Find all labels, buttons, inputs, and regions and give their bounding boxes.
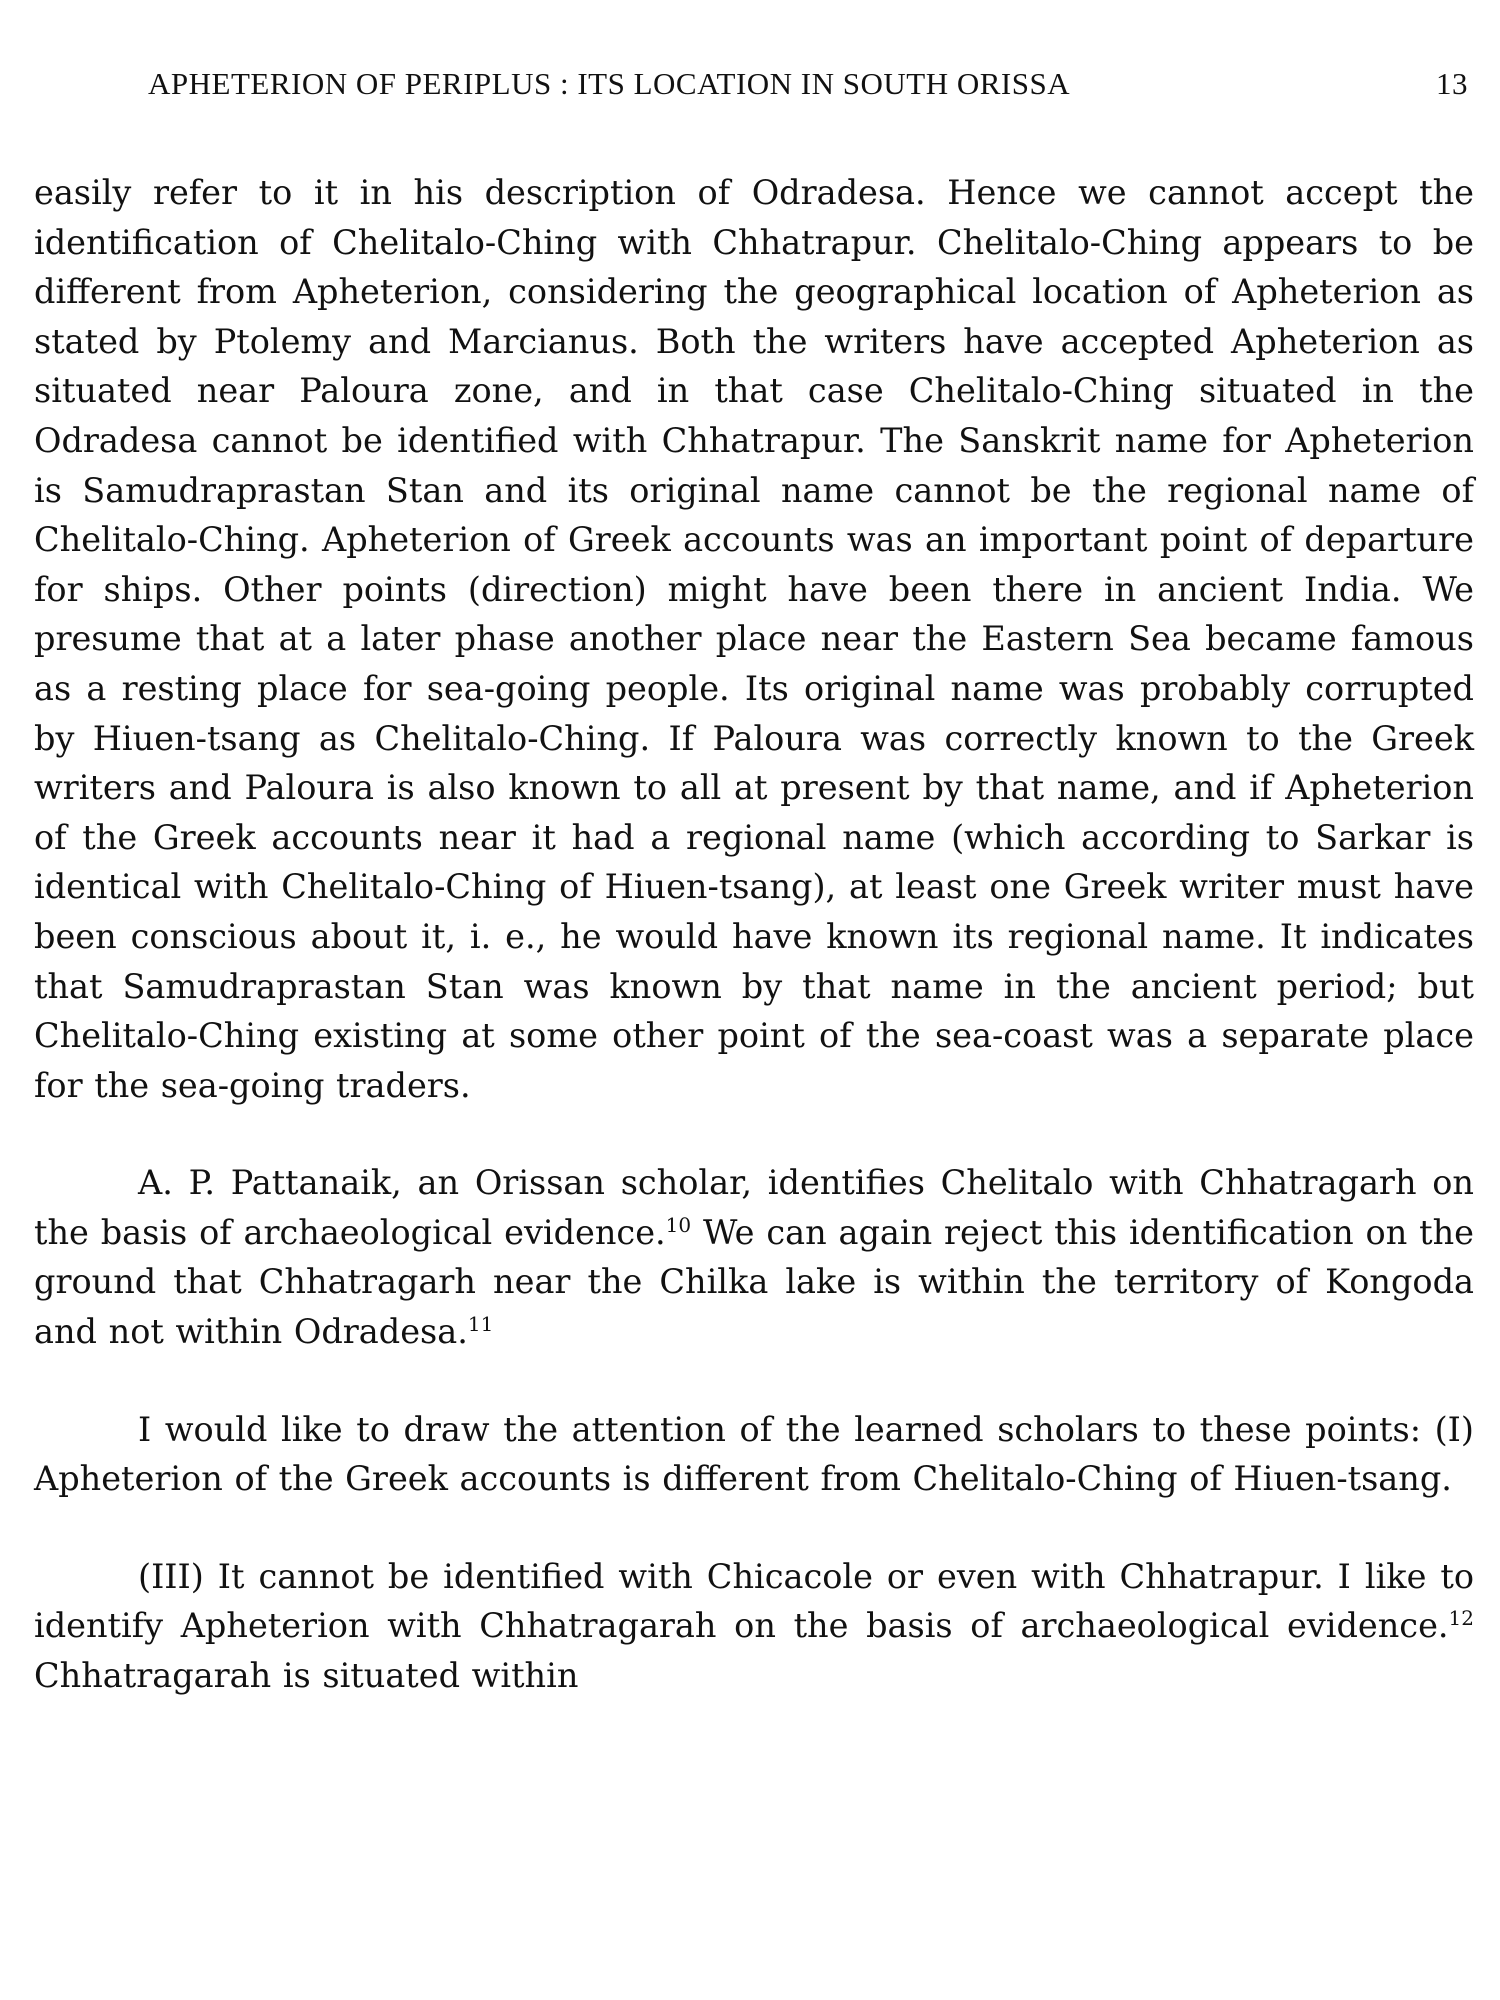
- body-text: [34, 168, 1474, 1701]
- paragraph-3: I would like to draw the attention of the learned scholars to these points: (I) Apheterion of the Greek accounts is different from Chelitalo-Ching of Hiuen-tsang.: [34, 1409, 1474, 1499]
- page-number: 13: [1436, 66, 1468, 101]
- footnote-ref-10: 10: [665, 1212, 692, 1237]
- paragraph-2-text-a: A. P. Pattanaik, an Orissan scholar, identifies Chelitalo with Chhatragarh on the basis of archaeological evidence.: [34, 1163, 1474, 1252]
- paragraph-4-text-b: Chhatragarah is situated within: [34, 1656, 579, 1696]
- paragraph-2-text-b: We can again reject this identification on the ground that Chhatragarh near the Chilka lake is within the territory of Kongoda and not within Odradesa.: [34, 1212, 1474, 1352]
- running-title: APHETERION OF PERIPLUS : ITS LOCATION IN SOUTH ORISSA: [148, 66, 1071, 101]
- footnote-ref-12: 12: [1448, 1606, 1474, 1631]
- paragraph-4: [34, 1552, 1474, 1701]
- paragraph-4-text-a: (III) It cannot be identified with Chicacole or even with Chhatrapur. I like to identify Apheterion with Chhatragarah on the basis of archaeological evidence.: [34, 1556, 1474, 1646]
- footnote-ref-11: 11: [467, 1311, 494, 1336]
- running-header: [148, 66, 1468, 106]
- paragraph-2: [34, 1158, 1474, 1356]
- paragraph-1: easily refer to it in his description of Odradesa. Hence we cannot accept the identification of Chelitalo-Ching with Chhatrapur. Chelitalo-Ching appears to be different from Apheterion, considering the geographical location of Apheterion as stated by Ptolemy and Marcianus. Both the writers have accepted Apheterion as situated near Paloura zone, and in that case Chelitalo-Ching situated in the Odradesa cannot be identified with Chhatrapur. The Sanskrit name for Apheterion is Samudraprastan Stan and its original name cannot be the regional name of Chelitalo-Ching. Apheterion of Greek accounts was an important point of departure for ships. Other points (direction) might have been there in ancient India. We presume that at a later phase another place near the Eastern Sea became famous as a resting place for sea-going people. Its original name was probably corrupted by Hiuen-tsang as Chelitalo-Ching. If Paloura was correctly known to the Greek writers and Paloura is also known to all at present by that name, and if Apheterion of the Greek accounts near it had a regional name (which according to Sarkar is identical with Chelitalo-Ching of Hiuen-tsang), at least one Greek writer must have been conscious about it, i. e., he would have known its regional name. It indicates that Samudraprastan Stan was known by that name in the ancient period; but Chelitalo-Ching existing at some other point of the sea-coast was a separate place for the sea-going traders.: [34, 173, 1474, 1105]
